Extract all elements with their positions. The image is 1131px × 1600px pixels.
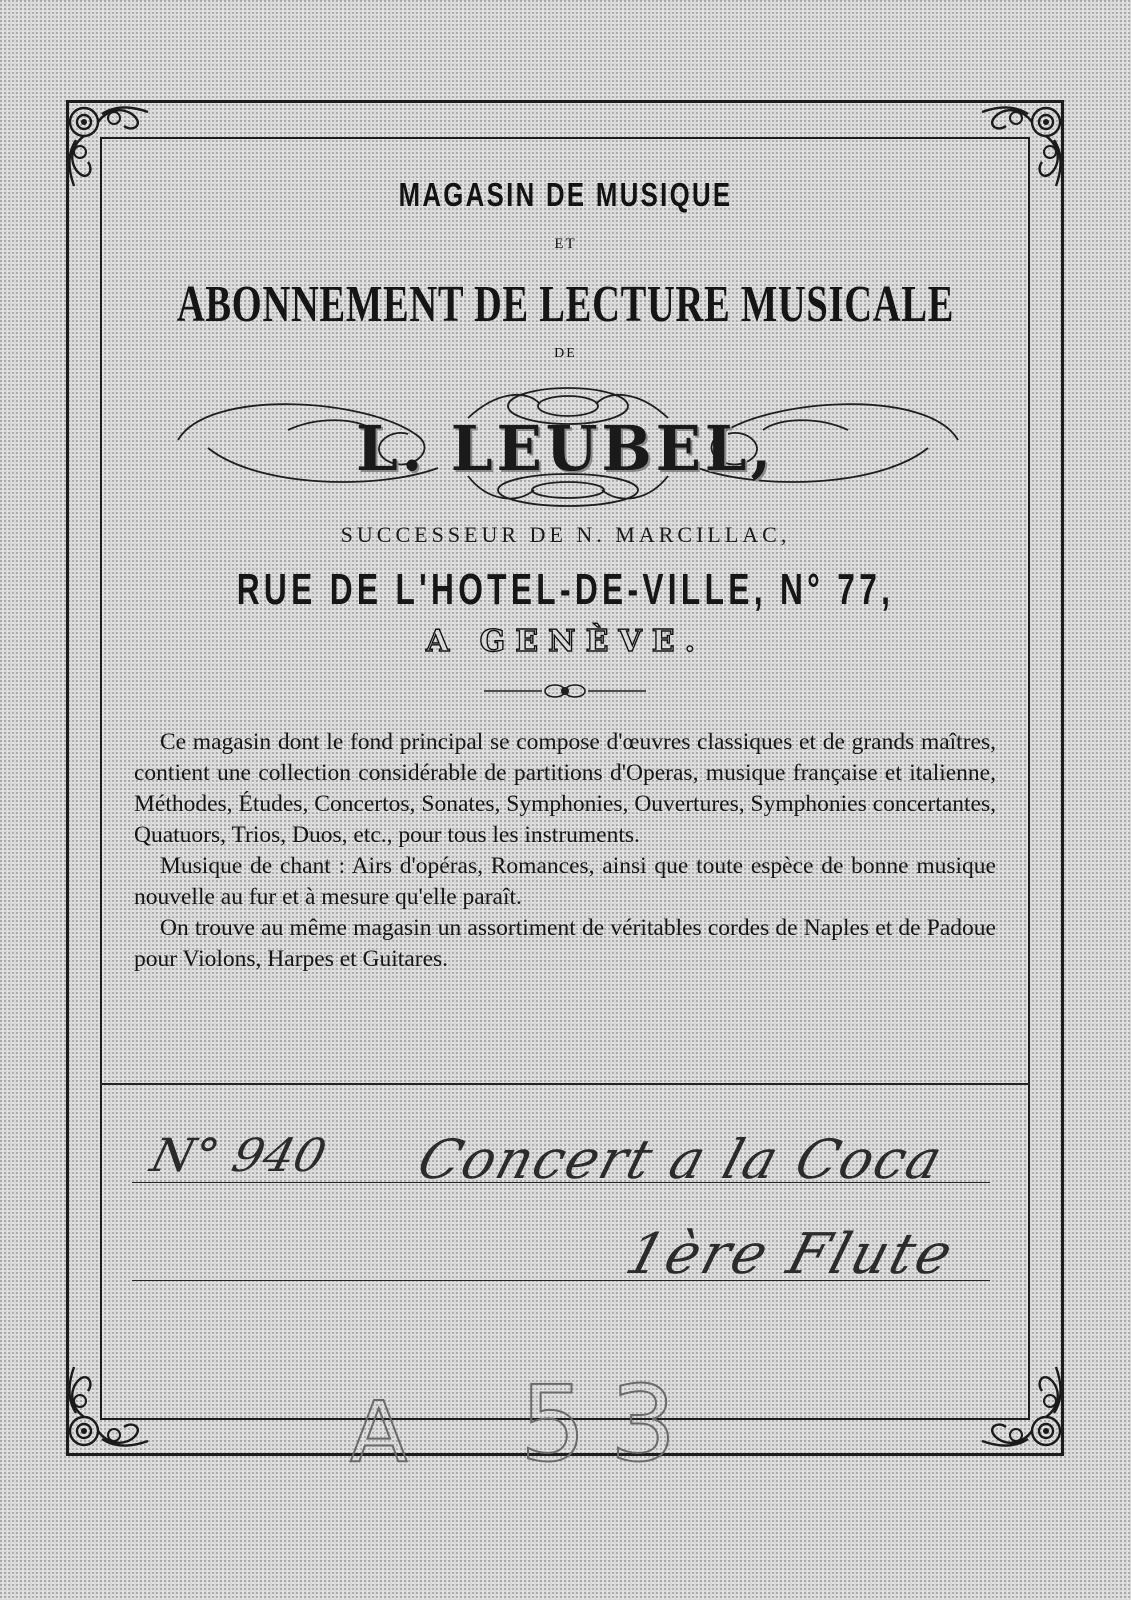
corner-ornament-icon — [62, 1358, 172, 1453]
heading-et: ET — [554, 236, 577, 252]
heading-magasin: MAGASIN DE MUSIQUE — [398, 176, 733, 213]
paragraph-catalogue: Ce magasin dont le fond principal se compose d'œuvres classiques et de grands maîtres, contient une collection considérable de partitions d'Operas, musique française et italienne, Méthodes, Études, Concertos, Sonates, Symphonies, Ouvertures, Symphonies concertantes, Quatuors, Trios, Duos, etc., pour tous les instruments. — [134, 729, 996, 848]
handwritten-part: 1ère Flute — [618, 1222, 963, 1287]
heading-abonnement: ABONNEMENT DE LECTURE MUSICALE — [176, 276, 955, 333]
corner-ornament-icon — [958, 1358, 1068, 1453]
description-text — [134, 727, 996, 975]
successor-line: SUCCESSEUR DE N. MARCILLAC, — [340, 522, 791, 547]
stamp-number: 53 — [520, 1363, 701, 1485]
paragraph-chant: Musique de chant : Airs d'opéras, Romances, ainsi que toute espèce de bonne musique nouvelle au fur et à mesure qu'elle paraît. — [134, 853, 996, 910]
section-divider — [100, 1083, 1030, 1085]
handwritten-title: Concert a la Coca — [410, 1128, 951, 1191]
address-line: RUE DE L'HOTEL-DE-VILLE, N° 77, — [236, 565, 895, 614]
proprietor-name: L. LEUBEL, — [355, 412, 776, 485]
paragraph-cordes: On trouve au même magasin un assortiment de véritables cordes de Naples et de Padoue pour Violons, Harpes et Guitares. — [134, 915, 996, 972]
city-line: A GENÈVE. — [425, 624, 706, 659]
stamp-letter: A — [350, 1383, 432, 1481]
heading-de: DE — [554, 346, 577, 361]
handwritten-number: N° 940 — [145, 1129, 332, 1183]
separator-ornament-icon — [480, 680, 650, 702]
